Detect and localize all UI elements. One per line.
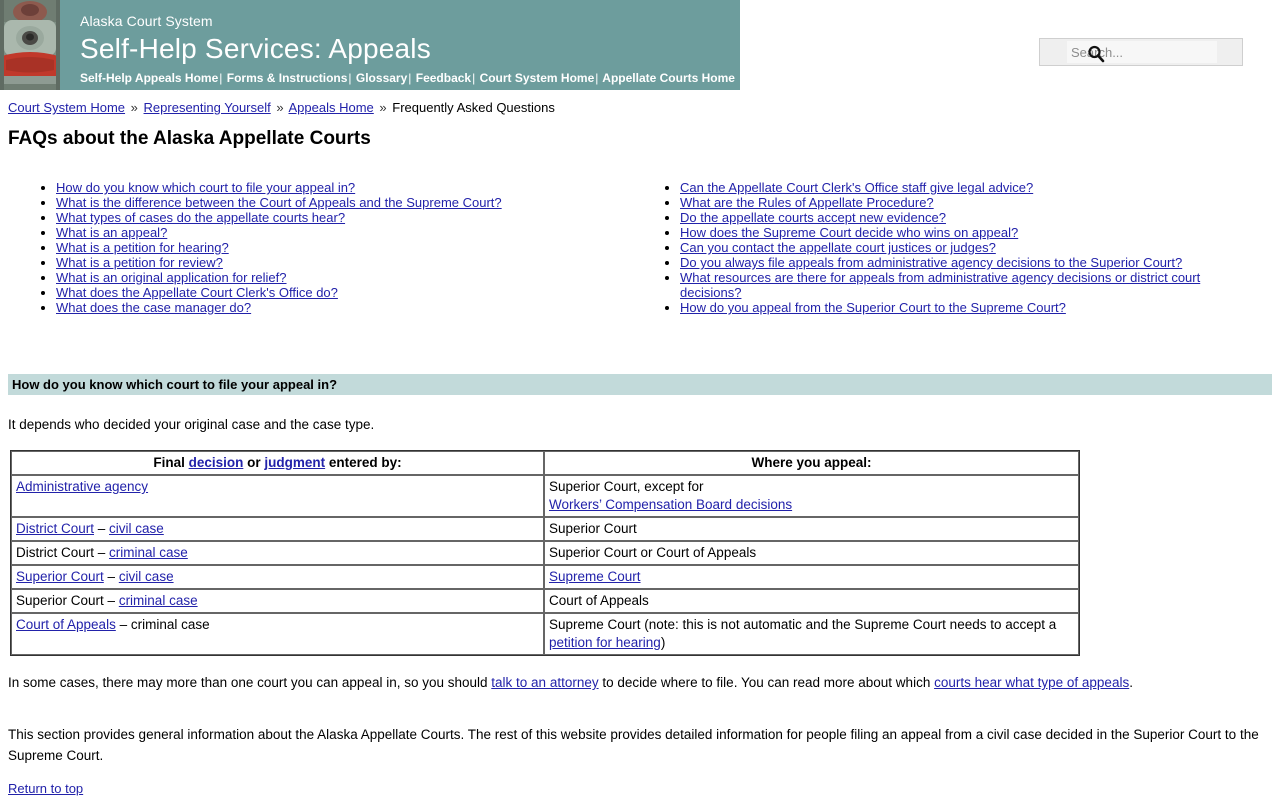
paragraph-section-overview: This section provides general information about the Alaska Appellate Courts. The rest of this website provides detailed information for people filing an appeal from a civil case decided in the Superior Court to the Supreme Court. bbox=[8, 727, 1259, 763]
list-item bbox=[680, 300, 1228, 315]
nav-link-appellate-courts-home[interactable]: Appellate Courts Home bbox=[602, 71, 735, 85]
breadcrumb-separator: » bbox=[276, 100, 284, 115]
list-item bbox=[56, 210, 584, 225]
cell-text: Supreme Court (note: this is not automatic and the Supreme Court needs to accept a bbox=[548, 617, 1057, 632]
decision-link[interactable]: decision bbox=[188, 455, 244, 470]
list-item bbox=[680, 255, 1228, 270]
faq-link[interactable]: Do the appellate courts accept new evidence? bbox=[680, 210, 946, 225]
faq-link[interactable]: What does the case manager do? bbox=[56, 300, 252, 315]
table-row bbox=[11, 541, 1079, 565]
petition-for-hearing-link[interactable]: petition for hearing bbox=[548, 635, 661, 650]
nav-link-self-help-appeals-home[interactable]: Self-Help Appeals Home bbox=[80, 71, 219, 85]
table-row bbox=[11, 565, 1079, 589]
paragraph-text: In some cases, there may more than one court you can appeal in, so you should bbox=[8, 675, 492, 690]
faq-link[interactable]: What resources are there for appeals from administrative agency decisions or district court decisions? bbox=[680, 270, 1201, 300]
breadcrumb-item-representing-yourself[interactable]: Representing Yourself bbox=[143, 100, 271, 115]
criminal-case-link[interactable]: criminal case bbox=[118, 593, 198, 608]
section-intro-text: It depends who decided your original case and the case type. bbox=[8, 417, 375, 432]
talk-to-an-attorney-link[interactable]: talk to an attorney bbox=[491, 675, 599, 690]
faq-link[interactable]: What does the Appellate Court Clerk's Office do? bbox=[56, 285, 338, 300]
faq-link[interactable]: What are the Rules of Appellate Procedure? bbox=[680, 195, 934, 210]
paragraph-multiple-courts bbox=[8, 672, 1263, 693]
faq-link[interactable]: What types of cases do the appellate courts hear? bbox=[56, 210, 346, 225]
table-header-final-decision bbox=[11, 451, 544, 475]
faq-link[interactable]: Can the Appellate Court Clerk's Office staff give legal advice? bbox=[680, 180, 1034, 195]
list-item bbox=[56, 300, 584, 315]
cell-where-appeal bbox=[544, 565, 1079, 589]
banner-org-name: Alaska Court System bbox=[80, 13, 213, 29]
breadcrumb-item-appeals-home[interactable]: Appeals Home bbox=[288, 100, 374, 115]
cell-decided-by bbox=[11, 517, 544, 541]
cell-text: District Court – bbox=[16, 545, 110, 560]
courts-appeal-table bbox=[10, 450, 1080, 656]
supreme-court-link[interactable]: Supreme Court bbox=[548, 569, 641, 584]
nav-link-glossary[interactable]: Glossary bbox=[355, 71, 408, 85]
courts-hear-what-type-link[interactable]: courts hear what type of appeals bbox=[934, 675, 1130, 690]
faq-link[interactable]: How do you appeal from the Superior Court to the Supreme Court? bbox=[680, 300, 1066, 315]
section-heading-text: How do you know which court to file your appeal in? bbox=[12, 377, 338, 392]
faq-link[interactable]: What is an original application for relief? bbox=[56, 270, 287, 285]
nav-separator: | bbox=[408, 71, 412, 85]
list-item bbox=[680, 210, 1228, 225]
table-row bbox=[11, 589, 1079, 613]
civil-case-link[interactable]: civil case bbox=[118, 569, 174, 584]
cell-text: – bbox=[94, 521, 110, 536]
nav-link-feedback[interactable]: Feedback bbox=[415, 71, 472, 85]
return-to-top-wrap bbox=[8, 778, 1263, 799]
faq-list-right bbox=[648, 180, 1228, 315]
faq-link[interactable]: Can you contact the appellate court justices or judges? bbox=[680, 240, 996, 255]
district-court-link[interactable]: District Court bbox=[16, 521, 95, 536]
banner-nav bbox=[80, 65, 740, 85]
administrative-agency-link[interactable]: Administrative agency bbox=[16, 479, 149, 494]
list-item bbox=[680, 180, 1228, 195]
nav-separator: | bbox=[348, 71, 352, 85]
search-box[interactable] bbox=[1039, 38, 1243, 66]
cell-decided-by bbox=[11, 475, 544, 517]
table-row bbox=[11, 475, 1079, 517]
cell-decided-by bbox=[11, 565, 544, 589]
nav-link-forms-instructions[interactable]: Forms & Instructions bbox=[226, 71, 348, 85]
faq-link[interactable]: What is a petition for hearing? bbox=[56, 240, 229, 255]
paragraph-text: to decide where to file. You can read more about which bbox=[598, 675, 935, 690]
page-title: FAQs about the Alaska Appellate Courts bbox=[8, 128, 371, 149]
breadcrumb-separator: » bbox=[130, 100, 138, 115]
cell-decided-by bbox=[11, 541, 544, 565]
list-item bbox=[56, 225, 584, 240]
cell-text: – bbox=[103, 569, 119, 584]
breadcrumb bbox=[8, 100, 555, 116]
th-text: entered by: bbox=[325, 455, 402, 470]
list-item bbox=[56, 270, 584, 285]
cell-where-appeal: Court of Appeals bbox=[544, 589, 1079, 613]
list-item bbox=[56, 180, 584, 195]
cell-decided-by bbox=[11, 589, 544, 613]
nav-separator: | bbox=[595, 71, 599, 85]
list-item bbox=[56, 255, 584, 270]
list-item bbox=[680, 270, 1228, 300]
court-of-appeals-link[interactable]: Court of Appeals bbox=[16, 617, 116, 632]
workers-comp-link[interactable]: Workers’ Compensation Board decisions bbox=[548, 497, 793, 512]
list-item bbox=[680, 225, 1228, 240]
faq-link[interactable]: What is an appeal? bbox=[56, 225, 168, 240]
breadcrumb-item-current: Frequently Asked Questions bbox=[392, 100, 555, 115]
banner-title: Self-Help Services: Appeals bbox=[80, 33, 431, 64]
table-header-where-you-appeal: Where you appeal: bbox=[544, 451, 1079, 475]
list-item bbox=[680, 195, 1228, 210]
faq-link[interactable]: Do you always file appeals from administrative agency decisions to the Superior Court? bbox=[680, 255, 1183, 270]
superior-court-link[interactable]: Superior Court bbox=[16, 569, 104, 584]
th-text: or bbox=[243, 455, 265, 470]
faq-link[interactable]: What is the difference between the Court of Appeals and the Supreme Court? bbox=[56, 195, 502, 210]
table-header-row bbox=[11, 451, 1079, 475]
list-item bbox=[56, 285, 584, 300]
cell-where-appeal: Superior Court or Court of Appeals bbox=[544, 541, 1079, 565]
cell-text: ) bbox=[660, 635, 666, 650]
section-heading-bar bbox=[8, 374, 1272, 395]
cell-text: Superior Court – bbox=[16, 593, 119, 608]
return-to-top-link[interactable]: Return to top bbox=[8, 781, 84, 796]
nav-separator: | bbox=[219, 71, 223, 85]
nav-separator: | bbox=[472, 71, 476, 85]
breadcrumb-item-court-system-home[interactable]: Court System Home bbox=[8, 100, 126, 115]
cell-text: Superior Court, except for bbox=[548, 479, 704, 494]
search-input[interactable] bbox=[1067, 41, 1217, 63]
faq-link[interactable]: How do you know which court to file your appeal in? bbox=[56, 180, 356, 195]
faq-link[interactable]: What is a petition for review? bbox=[56, 255, 223, 270]
cell-where-appeal bbox=[544, 613, 1079, 655]
cell-where-appeal: Superior Court bbox=[544, 517, 1079, 541]
breadcrumb-separator: » bbox=[379, 100, 387, 115]
totem-pole-photo bbox=[0, 0, 60, 90]
site-banner bbox=[0, 0, 740, 90]
list-item bbox=[56, 240, 584, 255]
list-item bbox=[56, 195, 584, 210]
table-row bbox=[11, 613, 1079, 655]
faq-link[interactable]: How does the Supreme Court decide who wins on appeal? bbox=[680, 225, 1019, 240]
civil-case-link[interactable]: civil case bbox=[109, 521, 164, 536]
table-row bbox=[11, 517, 1079, 541]
criminal-case-link[interactable]: criminal case bbox=[109, 545, 188, 560]
cell-text: – criminal case bbox=[115, 617, 210, 632]
cell-decided-by bbox=[11, 613, 544, 655]
cell-where-appeal bbox=[544, 475, 1079, 517]
faq-list-left bbox=[24, 180, 584, 315]
nav-link-court-system-home[interactable]: Court System Home bbox=[479, 71, 595, 85]
list-item bbox=[680, 240, 1228, 255]
th-text: Final bbox=[153, 455, 189, 470]
judgment-link[interactable]: judgment bbox=[264, 455, 326, 470]
paragraph-text: . bbox=[1129, 675, 1133, 690]
